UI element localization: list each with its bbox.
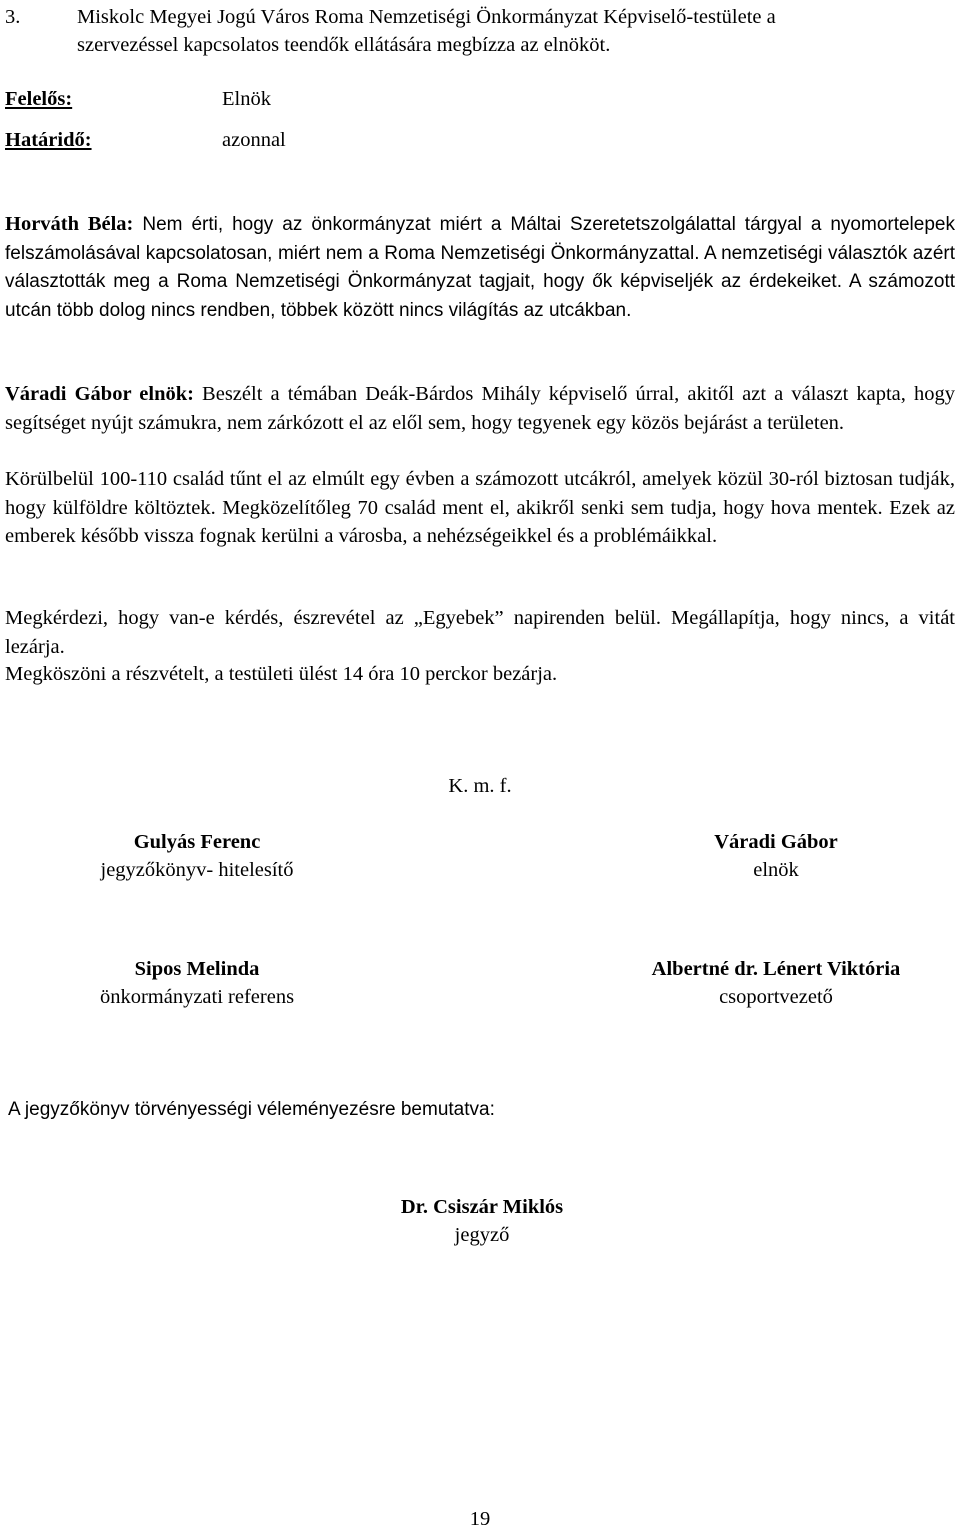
horvath-speaker: Horváth Béla: [5, 213, 134, 235]
signature-role: önkormányzati referens [99, 986, 295, 1008]
signature-block [17, 955, 377, 1011]
item-number: 3. [5, 6, 21, 28]
signature-block [17, 828, 377, 884]
varadi-paragraph-2: Körülbelül 100-110 család tűnt el az elmúlt egy évben a számozott utcákról, amelyek közül 30-ról biztosan tudják, hogy külföldre költöztek. Megközelítőleg 70 család ment el, akikről senki sem tudja, hogy hova mentek. Ezek az emberek később vissza fognak kerülni a városba, a nehézségeikkel és a problémáikkal. [5, 468, 955, 548]
signature-role: jegyzőkönyv- hitelesítő [100, 859, 294, 881]
varadi-text: Beszélt a témában Deák-Bárdos Mihály képviselő úrral, akitől azt a választ kapta, hogy segítséget nyújt számukra, nem zárkózott el az elől sem, hogy tegyenek egy közös bejárást a területen. [5, 383, 956, 434]
closing-thanks: Megköszöni a részvételt, a testületi ülést 14 óra 10 perckor bezárja. [5, 663, 558, 685]
signature-name: Gulyás Ferenc [133, 831, 261, 853]
signature-block [596, 828, 956, 884]
notary-role: jegyző [454, 1224, 510, 1246]
signature-name: Sipos Melinda [134, 958, 260, 980]
notary-name: Dr. Csiszár Miklós [400, 1196, 564, 1218]
notary-block [302, 1193, 662, 1249]
item-text-line1: Miskolc Megyei Jogú Város Roma Nemzetiségi Önkormányzat Képviselő-testülete a [77, 6, 776, 28]
signature-block [596, 955, 956, 1011]
varadi-speaker: Váradi Gábor elnök: [5, 383, 194, 405]
responsible-label: Felelős: [5, 88, 73, 110]
signature-role: elnök [753, 859, 799, 881]
deadline-label: Határidő: [5, 129, 92, 151]
signature-name: Váradi Gábor [714, 831, 838, 853]
item-text-line2: szervezéssel kapcsolatos teendők ellátására megbízza az elnököt. [77, 34, 611, 56]
deadline-value: azonnal [222, 129, 286, 151]
signature-name: Albertné dr. Lénert Viktória [651, 958, 901, 980]
closing-question: Megkérdezi, hogy van-e kérdés, észrevétel az „Egyebek” napirenden belül. Megállapítja, hogy nincs, a vitát lezárja. [5, 607, 955, 658]
varadi-paragraph [5, 380, 955, 437]
responsible-value: Elnök [222, 88, 271, 110]
horvath-text: Nem érti, hogy az önkormányzat miért a Máltai Szeretetszolgálattal tárgyal a nyomortelepek felszámolásával kapcsolatosan, miért nem a Roma Nemzetiségi Önkormányzattal. A nemzetiségi választók azért választották meg a Roma Nemzetiségi Önkormányzat tagjait, hogy ők képviseljék az érdekeiket. A számozott utcán több dolog nincs rendben, többek között nincs világítás az utcákban. [5, 214, 955, 321]
horvath-paragraph [5, 210, 955, 325]
signature-role: csoportvezető [719, 986, 833, 1008]
kmf-label: K. m. f. [448, 775, 512, 797]
page-number: 19 [469, 1508, 491, 1530]
legal-review-text: A jegyzőkönyv törvényességi véleményezésre bemutatva: [8, 1099, 495, 1120]
